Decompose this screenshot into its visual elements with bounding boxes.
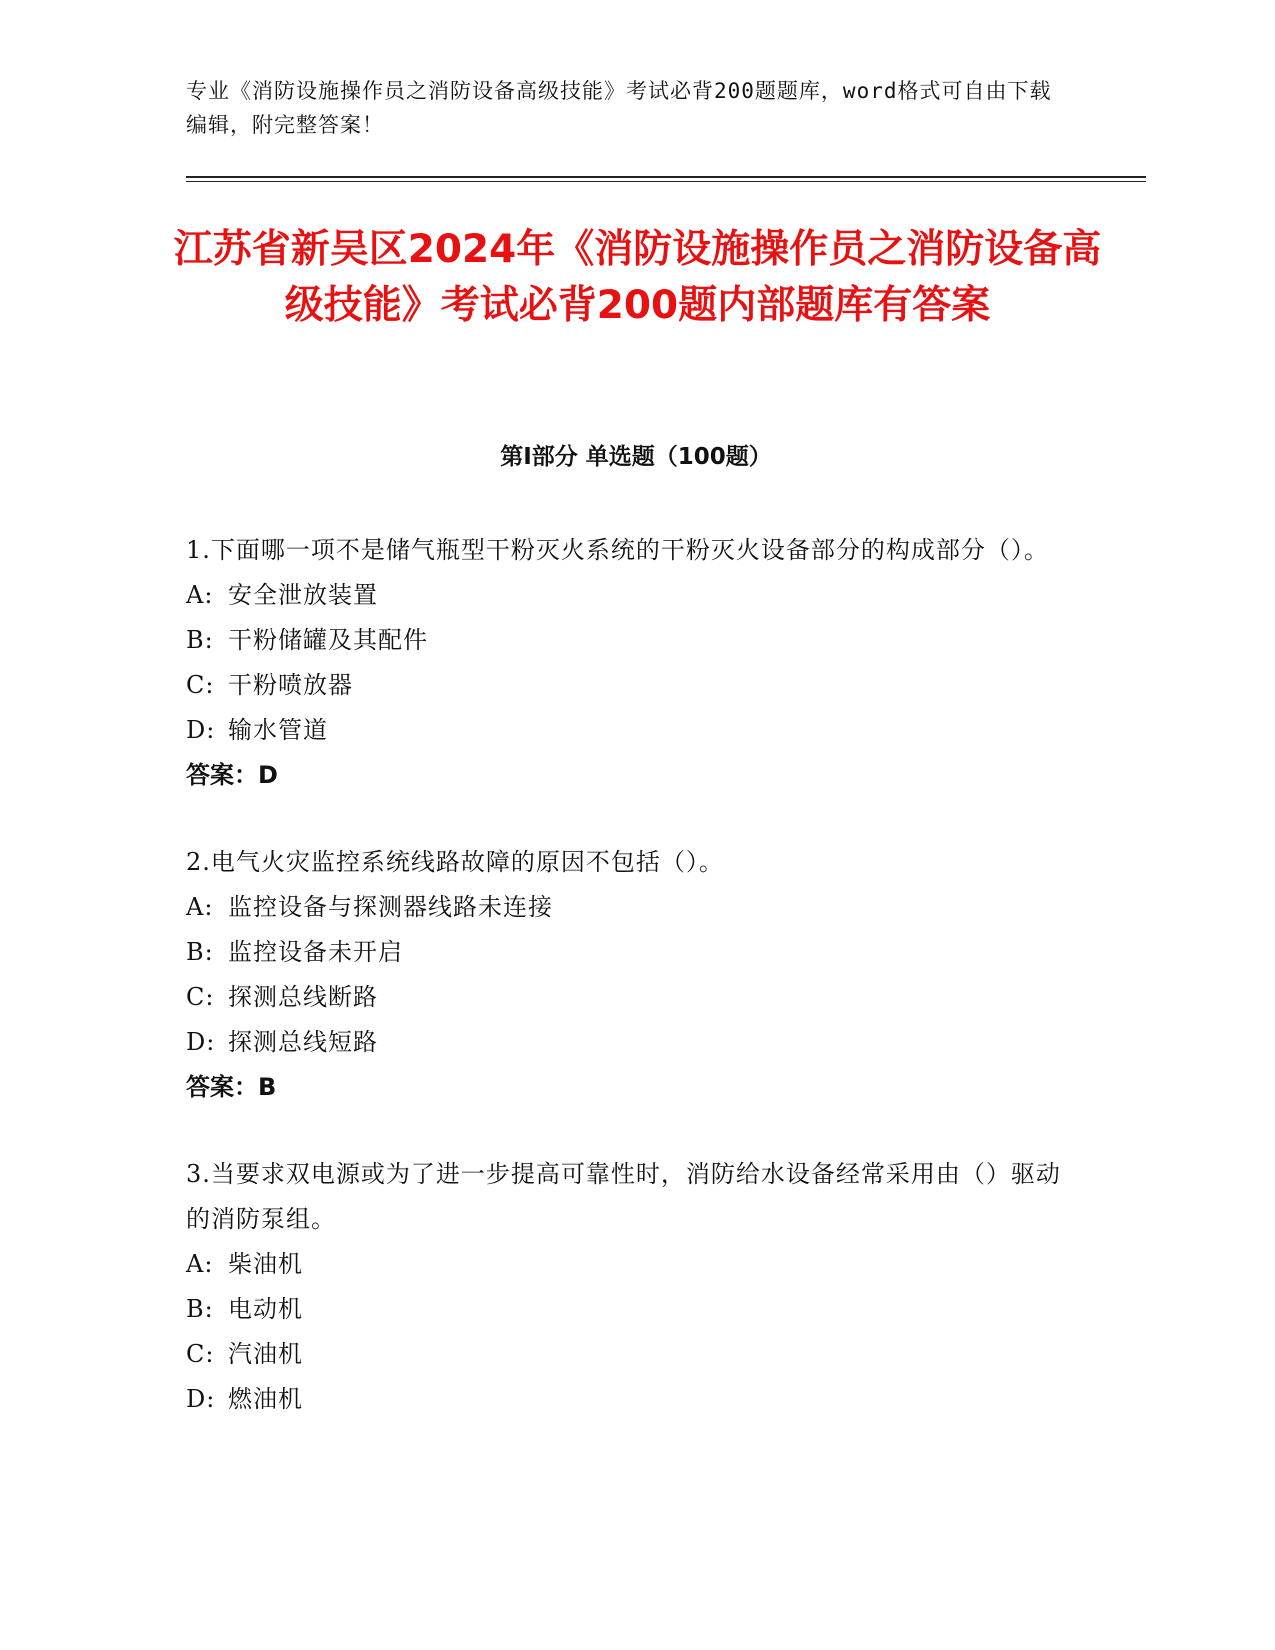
option-text: 监控设备未开启: [228, 938, 403, 966]
section-heading: 第I部分 单选题（100题）: [500, 444, 772, 470]
option-text: 干粉喷放器: [228, 671, 353, 699]
option-key: D:: [186, 1028, 216, 1056]
question-list: [186, 528, 1066, 1464]
option-text: 输水管道: [228, 716, 328, 744]
option-a: [186, 885, 1066, 930]
option-a: [186, 1242, 1066, 1287]
option-b: [186, 618, 1066, 663]
option-key: B:: [186, 1295, 214, 1323]
question-2: [186, 840, 1066, 1110]
question-stem: 3.当要求双电源或为了进一步提高可靠性时，消防给水设备经常采用由（）驱动的消防泵组。: [186, 1160, 1061, 1233]
question-3: [186, 1152, 1066, 1422]
header-note: 专业《消防设施操作员之消防设备高级技能》考试必背200题题库，word格式可自由下载编辑，附完整答案！: [186, 79, 1052, 137]
header-divider-thick: [186, 176, 1146, 178]
option-text: 安全泄放装置: [228, 581, 378, 609]
option-key: C:: [186, 671, 215, 699]
question-1: [186, 528, 1066, 798]
option-b: [186, 930, 1066, 975]
answer-line: 答案：D: [186, 761, 278, 789]
option-a: [186, 573, 1066, 618]
option-text: 燃油机: [228, 1385, 303, 1413]
option-c: [186, 663, 1066, 708]
option-d: [186, 1020, 1066, 1065]
option-key: D:: [186, 716, 216, 744]
option-text: 汽油机: [228, 1340, 303, 1368]
option-key: A:: [186, 893, 214, 921]
option-text: 电动机: [228, 1295, 303, 1323]
option-key: B:: [186, 626, 214, 654]
option-text: 监控设备与探测器线路未连接: [228, 893, 553, 921]
option-d: [186, 1377, 1066, 1422]
option-b: [186, 1287, 1066, 1332]
header-divider-thin: [186, 181, 1146, 182]
answer-line: 答案：B: [186, 1073, 277, 1101]
option-key: B:: [186, 938, 214, 966]
option-key: A:: [186, 581, 214, 609]
option-d: [186, 708, 1066, 753]
option-c: [186, 975, 1066, 1020]
question-stem: 2.电气火灾监控系统线路故障的原因不包括（）。: [186, 848, 724, 876]
document-title: 江苏省新吴区2024年《消防设施操作员之消防设备高级技能》考试必背200题内部题库有答案: [173, 227, 1102, 328]
option-text: 探测总线短路: [228, 1028, 378, 1056]
option-key: D:: [186, 1385, 216, 1413]
option-text: 干粉储罐及其配件: [228, 626, 428, 654]
option-key: A:: [186, 1250, 214, 1278]
option-c: [186, 1332, 1066, 1377]
option-key: C:: [186, 1340, 215, 1368]
option-text: 柴油机: [228, 1250, 303, 1278]
option-text: 探测总线断路: [228, 983, 378, 1011]
question-stem: 1.下面哪一项不是储气瓶型干粉灭火系统的干粉灭火设备部分的构成部分（）。: [186, 536, 1049, 564]
option-key: C:: [186, 983, 215, 1011]
